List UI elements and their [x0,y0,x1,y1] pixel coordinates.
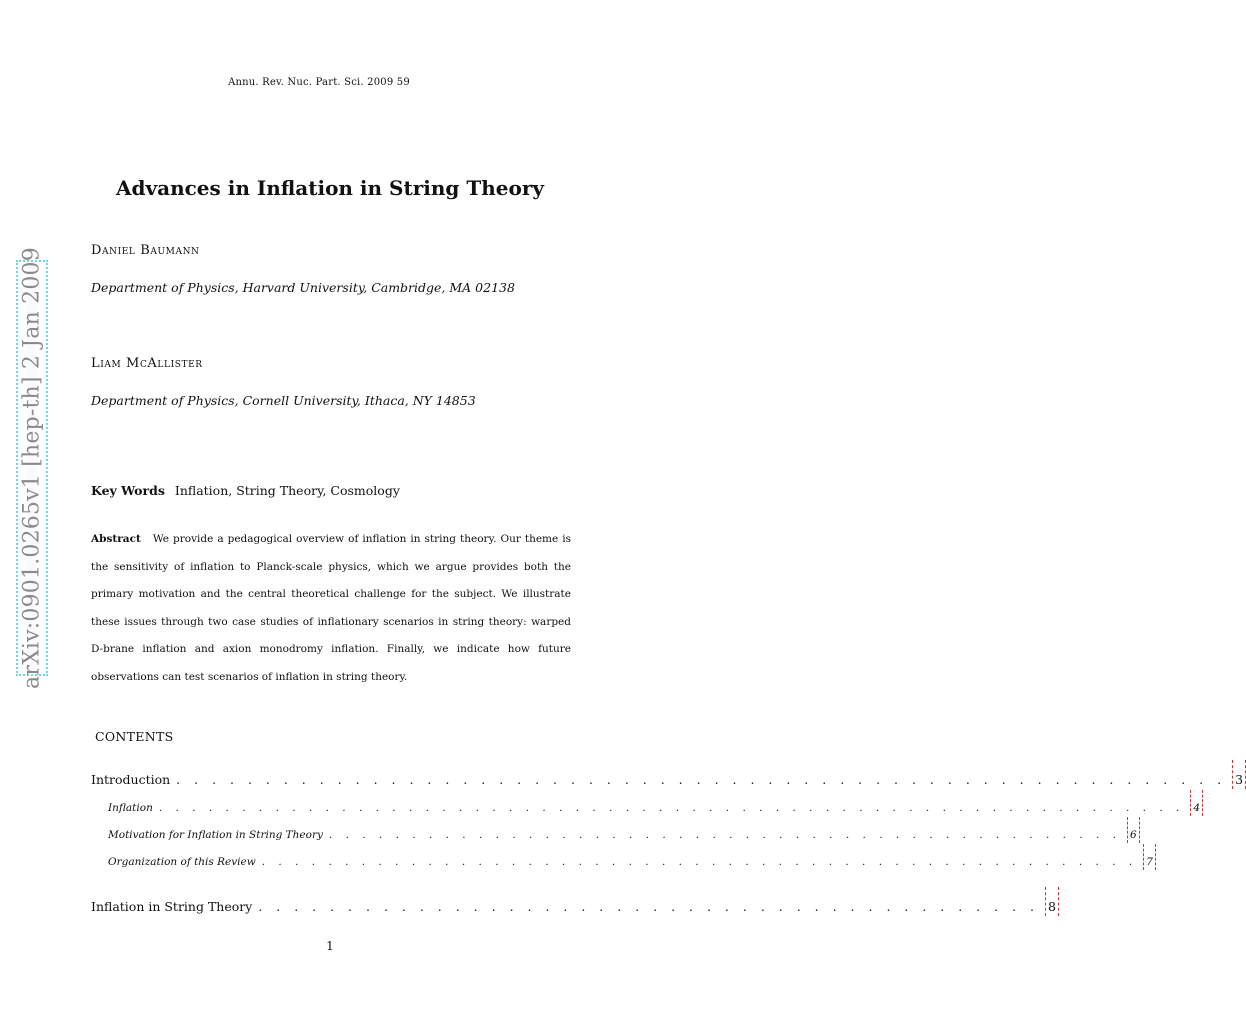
toc-page-link[interactable]: 4 [1190,802,1203,814]
paper-title: Advances in Inflation in String Theory [116,176,544,200]
toc-entry[interactable] [91,899,1056,914]
keywords-label: Key Words [91,483,165,498]
toc-entry[interactable] [108,829,1137,841]
author-name: Daniel Baumann [91,243,200,258]
abstract-section [91,526,571,691]
abstract-label: Abstract [91,533,141,545]
toc-entry-label: Inflation in String Theory [91,899,253,914]
keywords-text: Inflation, String Theory, Cosmology [174,483,400,498]
author-name: Liam McAllister [91,356,203,371]
contents-heading: CONTENTS [95,729,174,744]
toc-page-link[interactable]: 6 [1127,829,1140,841]
abstract-text: We provide a pedagogical overview of inflation in string theory. Our theme is the sensitivity of inflation to Planck-scale physics, which we argue provides both the primary motivation and the central theoretical challenge for the subject. We illustrate these issues through two case studies of inflationary scenarios in string theory: warped D-brane inflation and axion monodromy inflation. Finally, we indicate how future observations can test scenarios of inflation in string theory. [91,533,571,683]
toc-page-link[interactable]: 3 [1232,772,1246,787]
toc-entry-label: Organization of this Review [108,856,256,868]
toc-page-link[interactable]: 8 [1045,899,1059,914]
toc-entry[interactable] [91,772,1244,787]
toc-leader-dots: . . . . . . . . . . . . . . . . . . . . . . . . . . . . . . . . . . . . . . . . . . . . . . . . . . . . . . . . . . . . . . [158,802,1185,814]
toc-page-link[interactable]: 7 [1143,856,1156,868]
arxiv-stamp-link[interactable] [16,247,48,689]
toc-entry-label: Inflation [108,802,153,814]
toc-leader-dots: . . . . . . . . . . . . . . . . . . . . . . . . . . . . . . . . . . . . . . . . . . . . . . . . . . . . . [261,856,1138,868]
toc-leader-dots: . . . . . . . . . . . . . . . . . . . . . . . . . . . . . . . . . . . . . . . . . . . . . . . . [328,829,1121,841]
author-affiliation: Department of Physics, Harvard University, Cambridge, MA 02138 [91,280,515,295]
toc-entry-label: Motivation for Inflation in String Theory [108,829,323,841]
keywords-section [91,483,400,498]
journal-header: Annu. Rev. Nuc. Part. Sci. 2009 59 [228,77,410,88]
toc-leader-dots: . . . . . . . . . . . . . . . . . . . . . . . . . . . . . . . . . . . . . . . . . . . . [258,899,1039,914]
toc-entry-label: Introduction [91,772,171,787]
page-number: 1 [326,939,334,953]
arxiv-identifier: arXiv:0901.0265v1 [hep-th] 2 Jan 2009 [19,247,45,689]
toc-entry[interactable] [108,802,1201,814]
toc-leader-dots: . . . . . . . . . . . . . . . . . . . . . . . . . . . . . . . . . . . . . . . . . . . . . . . . . . . . . . . . . . . [176,772,1227,787]
toc-entry[interactable] [108,856,1153,868]
author-affiliation: Department of Physics, Cornell University, Ithaca, NY 14853 [91,393,476,408]
